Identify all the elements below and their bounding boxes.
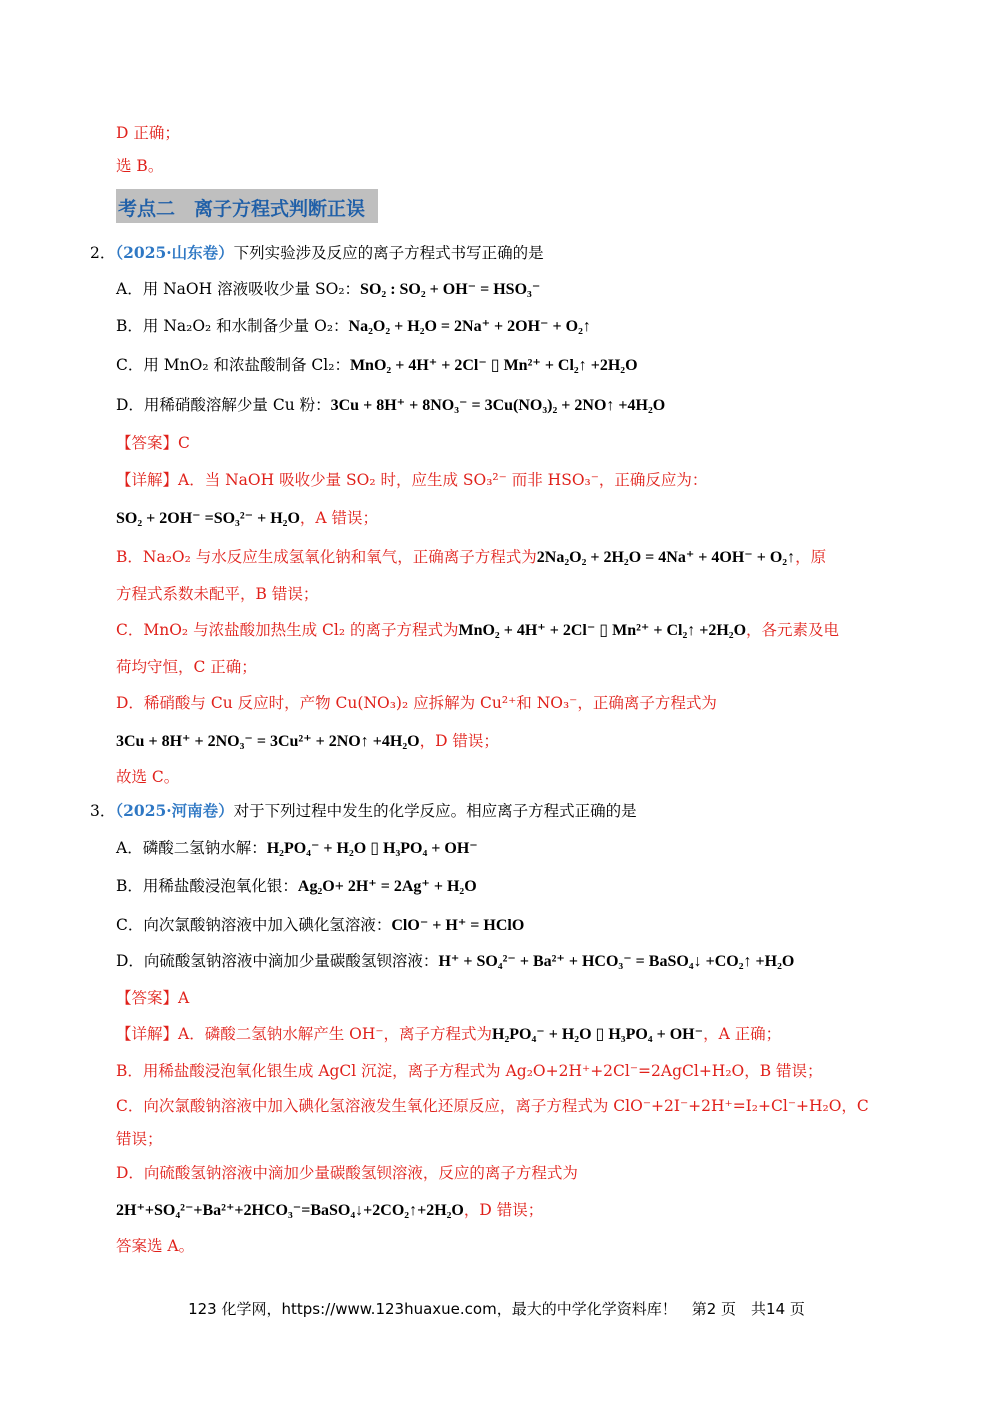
q3-option-b-equation: Ag₂O+ 2H⁺ = 2Ag⁺ + H₂O	[297, 878, 477, 895]
q3-option-d-text: D．向硫酸氢钠溶液中滴加少量碳酸氢钡溶液：	[116, 952, 439, 970]
section-heading-text: 考点二 离子方程式判断正误	[118, 198, 366, 220]
q2-explanation-d-tail: ，D 错误；	[419, 732, 499, 750]
q2-explanation-a-1: 【详解】A．当 NaOH 吸收少量 SO₂ 时，应生成 SO₃²⁻ 而非 HSO₃⁻，正确反应为：	[116, 471, 708, 489]
q3-number: 3．	[90, 802, 116, 820]
q2-option-c-text: C．用 MnO₂ 和浓盐酸制备 Cl₂：	[116, 356, 350, 374]
q2-number: 2．	[90, 244, 116, 262]
q3-option-c-equation: ClO⁻ + H⁺ = HClO	[391, 917, 525, 934]
q3-option-b	[116, 876, 477, 897]
q3-source: （2025·河南卷）	[115, 801, 234, 820]
q3-explanation-d-2	[116, 1200, 543, 1221]
q2-explanation-c-2: 荷均守恒，C 正确；	[116, 658, 257, 676]
page-footer: 123 化学网，https://www.123huaxue.com，最大的中学化学资料库！ 第2 页 共14 页	[188, 1300, 805, 1318]
q2-explanation-b-tail: ，原	[795, 548, 827, 566]
choose-b-line: 选 B。	[116, 157, 164, 175]
q2-explanation-a-2	[116, 508, 378, 529]
q3-answer: 【答案】A	[116, 989, 190, 1007]
q2-option-d-equation: 3Cu + 8H⁺ + 8NO₃⁻ = 3Cu(NO₃)₂ + 2NO↑ +4H₂O	[330, 397, 666, 414]
q3-option-c	[116, 915, 524, 936]
q2-option-d-text: D．用稀硝酸溶解少量 Cu 粉：	[116, 396, 331, 414]
q2-explanation-b-1	[116, 547, 826, 568]
q2-explanation-c-head: C．	[116, 621, 144, 639]
q3-stem-line	[90, 801, 637, 821]
q2-explanation-d-1: D．稀硝酸与 Cu 反应时，产物 Cu(NO₃)₂ 应拆解为 Cu²⁺和 NO₃⁻，正确离子方程式为	[116, 694, 717, 712]
q3-explanation-c-1: C．向次氯酸钠溶液中加入碘化氢溶液发生氧化还原反应，离子方程式为 ClO⁻+2I⁻+2H⁺=I₂+Cl⁻+H₂O，C	[116, 1097, 869, 1115]
q2-explanation-d-equation: 3Cu + 8H⁺ + 2NO₃⁻ = 3Cu²⁺ + 2NO↑ +4H₂O	[116, 733, 420, 750]
q2-explanation-c-1	[116, 620, 839, 641]
q2-source: （2025·山东卷）	[115, 243, 234, 262]
q2-option-a-text: A．用 NaOH 溶液吸收少量 SO₂：	[116, 280, 361, 298]
q3-explanation-a-head: 【详解】A．磷酸二氢钠水解产生 OH⁻，离子方程式为	[116, 1025, 493, 1043]
q3-option-a-equation: H₂PO₄⁻ + H₂O ▯ H₃PO₄ + OH⁻	[266, 840, 478, 857]
q2-option-a-equation: SO₂ : SO₂ + OH⁻ = HSO₃⁻	[360, 281, 541, 298]
q2-explanation-d-2	[116, 731, 499, 752]
q2-explanation-b-head: B．	[116, 548, 143, 566]
q2-option-b	[116, 316, 591, 337]
q3-option-d	[116, 951, 794, 972]
q3-option-a	[116, 838, 478, 859]
q3-option-a-text: A．磷酸二氢钠水解：	[116, 839, 267, 857]
q2-explanation-b-mid: Na₂O₂ 与水反应生成氢氧化钠和氧气，正确离子方程式为	[142, 548, 537, 566]
q3-explanation-a	[116, 1024, 781, 1045]
q3-explanation-d-1: D．向硫酸氢钠溶液中滴加少量碳酸氢钡溶液，反应的离子方程式为	[116, 1164, 578, 1182]
q2-option-a	[116, 279, 540, 300]
q2-stem-line	[90, 243, 544, 263]
q2-explanation-b-equation: 2Na₂O₂ + 2H₂O = 4Na⁺ + 4OH⁻ + O₂↑	[536, 549, 796, 566]
q3-option-d-equation: H⁺ + SO₄²⁻ + Ba²⁺ + HCO₃⁻ = BaSO₄↓ +CO₂↑ +H₂O	[438, 953, 795, 970]
q3-explanation-a-equation: H₂PO₄⁻ + H₂O ▯ H₃PO₄ + OH⁻	[492, 1026, 704, 1043]
q2-explanation-c-tail: ，各元素及电	[746, 621, 840, 639]
q3-explanation-d-equation: 2H⁺+SO₄²⁻+Ba²⁺+2HCO₃⁻=BaSO₄↓+2CO₂↑+2H₂O	[116, 1202, 464, 1219]
q3-explanation-b: B．用稀盐酸浸泡氧化银生成 AgCl 沉淀，离子方程式为 Ag₂O+2H⁺+2Cl⁻=2AgCl+H₂O，B 错误；	[116, 1062, 823, 1080]
q2-option-b-equation: Na₂O₂ + H₂O = 2Na⁺ + 2OH⁻ + O₂↑	[348, 318, 591, 335]
d-correct-line: D 正确；	[116, 124, 180, 142]
q2-answer: 【答案】C	[116, 434, 190, 452]
q2-option-d	[116, 395, 665, 416]
q2-option-c-equation: MnO₂ + 4H⁺ + 2Cl⁻ ▯ Mn²⁺ + Cl₂↑ +2H₂O	[349, 357, 638, 374]
q2-explanation-c-equation: MnO₂ + 4H⁺ + 2Cl⁻ ▯ Mn²⁺ + Cl₂↑ +2H₂O	[458, 622, 747, 639]
q3-option-c-text: C．向次氯酸钠溶液中加入碘化氢溶液：	[116, 916, 392, 934]
q2-explanation-b-2: 方程式系数未配平，B 错误；	[116, 585, 319, 603]
q3-option-b-text: B．用稀盐酸浸泡氧化银：	[116, 877, 298, 895]
section-heading	[116, 189, 378, 223]
q2-explanation-a-equation: SO₂ + 2OH⁻ =SO₃²⁻ + H₂O	[116, 510, 300, 527]
q3-stem: 对于下列过程中发生的化学反应。相应离子方程式正确的是	[233, 802, 637, 820]
q2-explanation-a-tail: ，A 错误；	[299, 509, 379, 527]
q2-conclusion: 故选 C。	[116, 768, 180, 786]
q3-explanation-a-tail: ，A 正确；	[703, 1025, 782, 1043]
q3-conclusion: 答案选 A。	[116, 1237, 195, 1255]
q3-explanation-d-tail: ，D 错误；	[463, 1201, 544, 1219]
q2-explanation-c-mid: MnO₂ 与浓盐酸加热生成 Cl₂ 的离子方程式为	[143, 621, 459, 639]
q2-stem: 下列实验涉及反应的离子方程式书写正确的是	[233, 244, 544, 262]
q3-explanation-c-2: 错误；	[116, 1130, 163, 1148]
q2-option-c	[116, 355, 638, 376]
q2-option-b-text: B．用 Na₂O₂ 和水制备少量 O₂：	[116, 317, 349, 335]
